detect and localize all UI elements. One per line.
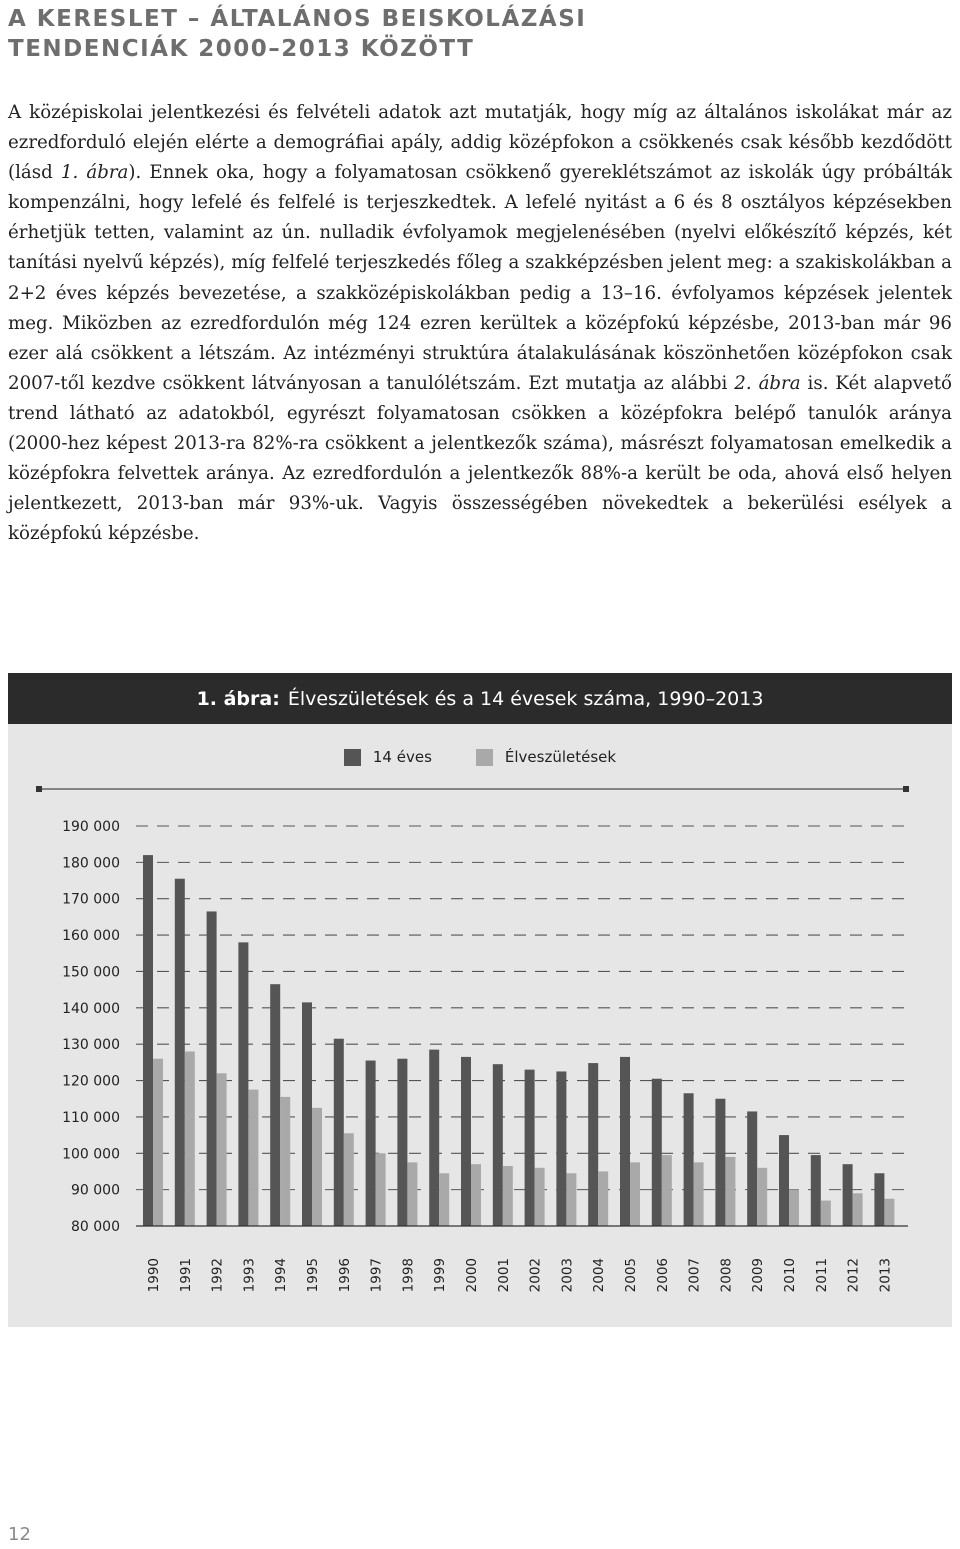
x-tick-label: 1997 (368, 1258, 385, 1293)
bar-elveszuletesek (821, 1201, 831, 1226)
body-text-part-1: A középiskolai jelentkezési és felvételi adatok azt mutatják, hogy míg az általános iskolákat már az ezredforduló elején elérte a demográfiai apály, addig középfokon a csökkenés csak később kezdődött (lásd (8, 102, 952, 184)
x-tick-label: 2009 (750, 1258, 767, 1293)
bar-14-eves (270, 984, 280, 1226)
legend-label-elveszuletesek: Élveszületések (504, 748, 617, 766)
bar-elveszuletesek (598, 1171, 608, 1226)
bar-14-eves (874, 1173, 884, 1226)
bar-elveszuletesek (789, 1190, 799, 1226)
section-heading (8, 4, 908, 64)
figure-reference-1[interactable]: 1. ábra (60, 162, 129, 184)
bar-14-eves (684, 1093, 694, 1226)
body-text-part-3: is. Két alapvető trend látható az adatokból, egyrészt folyamatosan csökken a középfokra belépő tanulók aránya (2000-hez képest 2013-ra 82%-ra csökkent a jelentkezők száma), másrészt folyamatosan emelkedik a középfokra felvettek aránya. Az ezredfordulón a jelentkezők 88%-a került be oda, ahová első helyen jelentkezett, 2013-ban már 93%-uk. Vagyis összességében növekedtek a bekerülési esélyek a középfokú képzésbe. (8, 372, 952, 545)
legend-label-14-eves: 14 éves (372, 748, 432, 766)
x-tick-label: 2006 (654, 1258, 671, 1293)
bar-14-eves (334, 1039, 344, 1226)
bar-14-eves (843, 1164, 853, 1226)
bar-14-eves (715, 1099, 725, 1226)
bar-elveszuletesek (757, 1168, 767, 1226)
y-tick-label: 80 000 (71, 1219, 120, 1235)
y-tick-label: 190 000 (62, 819, 120, 835)
bar-14-eves (493, 1064, 503, 1226)
bar-14-eves (429, 1050, 439, 1226)
x-tick-label: 1996 (336, 1258, 353, 1293)
bar-elveszuletesek (630, 1162, 640, 1226)
x-tick-label: 1992 (209, 1258, 226, 1293)
bar-elveszuletesek (725, 1157, 735, 1226)
figure-1 (8, 673, 952, 1327)
bar-14-eves (747, 1111, 757, 1226)
bar-elveszuletesek (853, 1193, 863, 1226)
y-tick-label: 120 000 (62, 1073, 120, 1090)
x-tick-label: 2011 (813, 1258, 830, 1293)
x-tick-label: 1993 (241, 1258, 258, 1293)
bar-elveszuletesek (566, 1173, 576, 1226)
x-tick-label: 1999 (432, 1258, 449, 1293)
x-tick-label: 2004 (591, 1258, 608, 1293)
bar-elveszuletesek (884, 1199, 894, 1226)
bar-14-eves (461, 1057, 471, 1226)
x-tick-label: 2003 (559, 1258, 576, 1293)
bar-14-eves (302, 1002, 312, 1226)
bar-elveszuletesek (185, 1051, 195, 1226)
x-tick-label: 1994 (273, 1258, 290, 1293)
figure-title: Élveszületések és a 14 évesek száma, 1990–2013 (287, 687, 764, 710)
rule-marker-right (903, 786, 909, 792)
figure-label: 1. ábra: (196, 687, 280, 710)
bar-14-eves (556, 1071, 566, 1226)
x-tick-label: 2013 (877, 1258, 894, 1293)
x-tick-label: 1991 (177, 1258, 194, 1293)
heading-line-2: TENDENCIÁK 2000–2013 KÖZÖTT (8, 36, 475, 62)
y-tick-label: 90 000 (71, 1182, 120, 1199)
x-tick-label: 2005 (623, 1258, 639, 1293)
bar-elveszuletesek (471, 1164, 481, 1226)
y-tick-label: 130 000 (62, 1037, 120, 1054)
bar-elveszuletesek (248, 1090, 258, 1226)
x-tick-label: 2007 (686, 1258, 703, 1293)
bar-14-eves (143, 855, 153, 1226)
bar-14-eves (175, 879, 185, 1226)
x-tick-label: 2001 (495, 1258, 512, 1293)
bar-14-eves (652, 1079, 662, 1226)
bar-14-eves (525, 1070, 535, 1226)
bar-elveszuletesek (535, 1168, 545, 1226)
body-text-part-2: ). Ennek oka, hogy a folyamatosan csökkenő gyereklétszámot az iskolák úgy próbálták kompenzálni, hogy lefelé és felfelé is terjeszkedtek. A lefelé nyitást a 6 és 8 osztályos képzésekben érhetjük tetten, valamint az ún. nulladik évfolyamok megjelenésében (nyelvi előkészítő képzés, két tanítási nyelvű képzés), míg felfelé terjeszkedés főleg a szakképzésben jelent meg: a szakiskolákban a 2+2 éves képzés bevezetése, a szakközépiskolákban pedig a 13–16. évfolyamos képzések jelentek meg. Miközben az ezredfordulón még 124 ezren kerültek a középfokú képzésbe, 2013-ban már 96 ezer alá csökkent a létszám. Az intézményi struktúra átalakulásának köszönhetően középfokon csak 2007-től kezdve csökkent látványosan a tanulólétszám. Ezt mutatja az alábbi (8, 162, 952, 394)
y-tick-label: 140 000 (62, 1000, 120, 1017)
y-tick-label: 180 000 (62, 855, 120, 872)
bar-elveszuletesek (439, 1173, 449, 1226)
bar-14-eves (207, 911, 217, 1226)
x-tick-label: 2000 (464, 1258, 480, 1293)
bar-14-eves (238, 942, 248, 1226)
heading-line-1: A KERESLET – ÁLTALÁNOS BEISKOLÁZÁSI (8, 6, 587, 32)
bar-chart (8, 673, 952, 1327)
x-tick-label: 1998 (400, 1258, 417, 1293)
x-tick-label: 2010 (782, 1258, 798, 1293)
x-tick-label: 1995 (305, 1258, 321, 1293)
bar-elveszuletesek (503, 1166, 513, 1226)
y-tick-label: 100 000 (62, 1146, 120, 1163)
rule-marker-left (36, 786, 42, 792)
x-tick-label: 2002 (527, 1258, 544, 1293)
page-number: 12 (8, 1524, 31, 1545)
bar-14-eves (779, 1135, 789, 1226)
bar-elveszuletesek (407, 1162, 417, 1226)
bar-14-eves (811, 1155, 821, 1226)
bar-elveszuletesek (280, 1097, 290, 1226)
bar-14-eves (366, 1061, 376, 1226)
bar-14-eves (588, 1063, 598, 1226)
bar-elveszuletesek (376, 1153, 386, 1226)
figure-reference-2[interactable]: 2. ábra (734, 372, 801, 394)
y-tick-label: 150 000 (62, 964, 120, 981)
body-paragraph (8, 98, 952, 549)
y-tick-label: 160 000 (62, 928, 120, 945)
bar-elveszuletesek (153, 1059, 163, 1226)
y-tick-label: 170 000 (62, 891, 120, 908)
bar-elveszuletesek (344, 1133, 354, 1226)
x-tick-label: 1990 (146, 1258, 162, 1293)
bar-elveszuletesek (694, 1162, 704, 1226)
x-tick-label: 2008 (718, 1258, 735, 1293)
x-tick-label: 2012 (845, 1258, 862, 1293)
bar-elveszuletesek (312, 1108, 322, 1226)
y-tick-label: 110 000 (62, 1109, 120, 1126)
bar-elveszuletesek (217, 1073, 227, 1226)
bar-14-eves (620, 1057, 630, 1226)
bar-14-eves (397, 1059, 407, 1226)
bar-elveszuletesek (662, 1155, 672, 1226)
